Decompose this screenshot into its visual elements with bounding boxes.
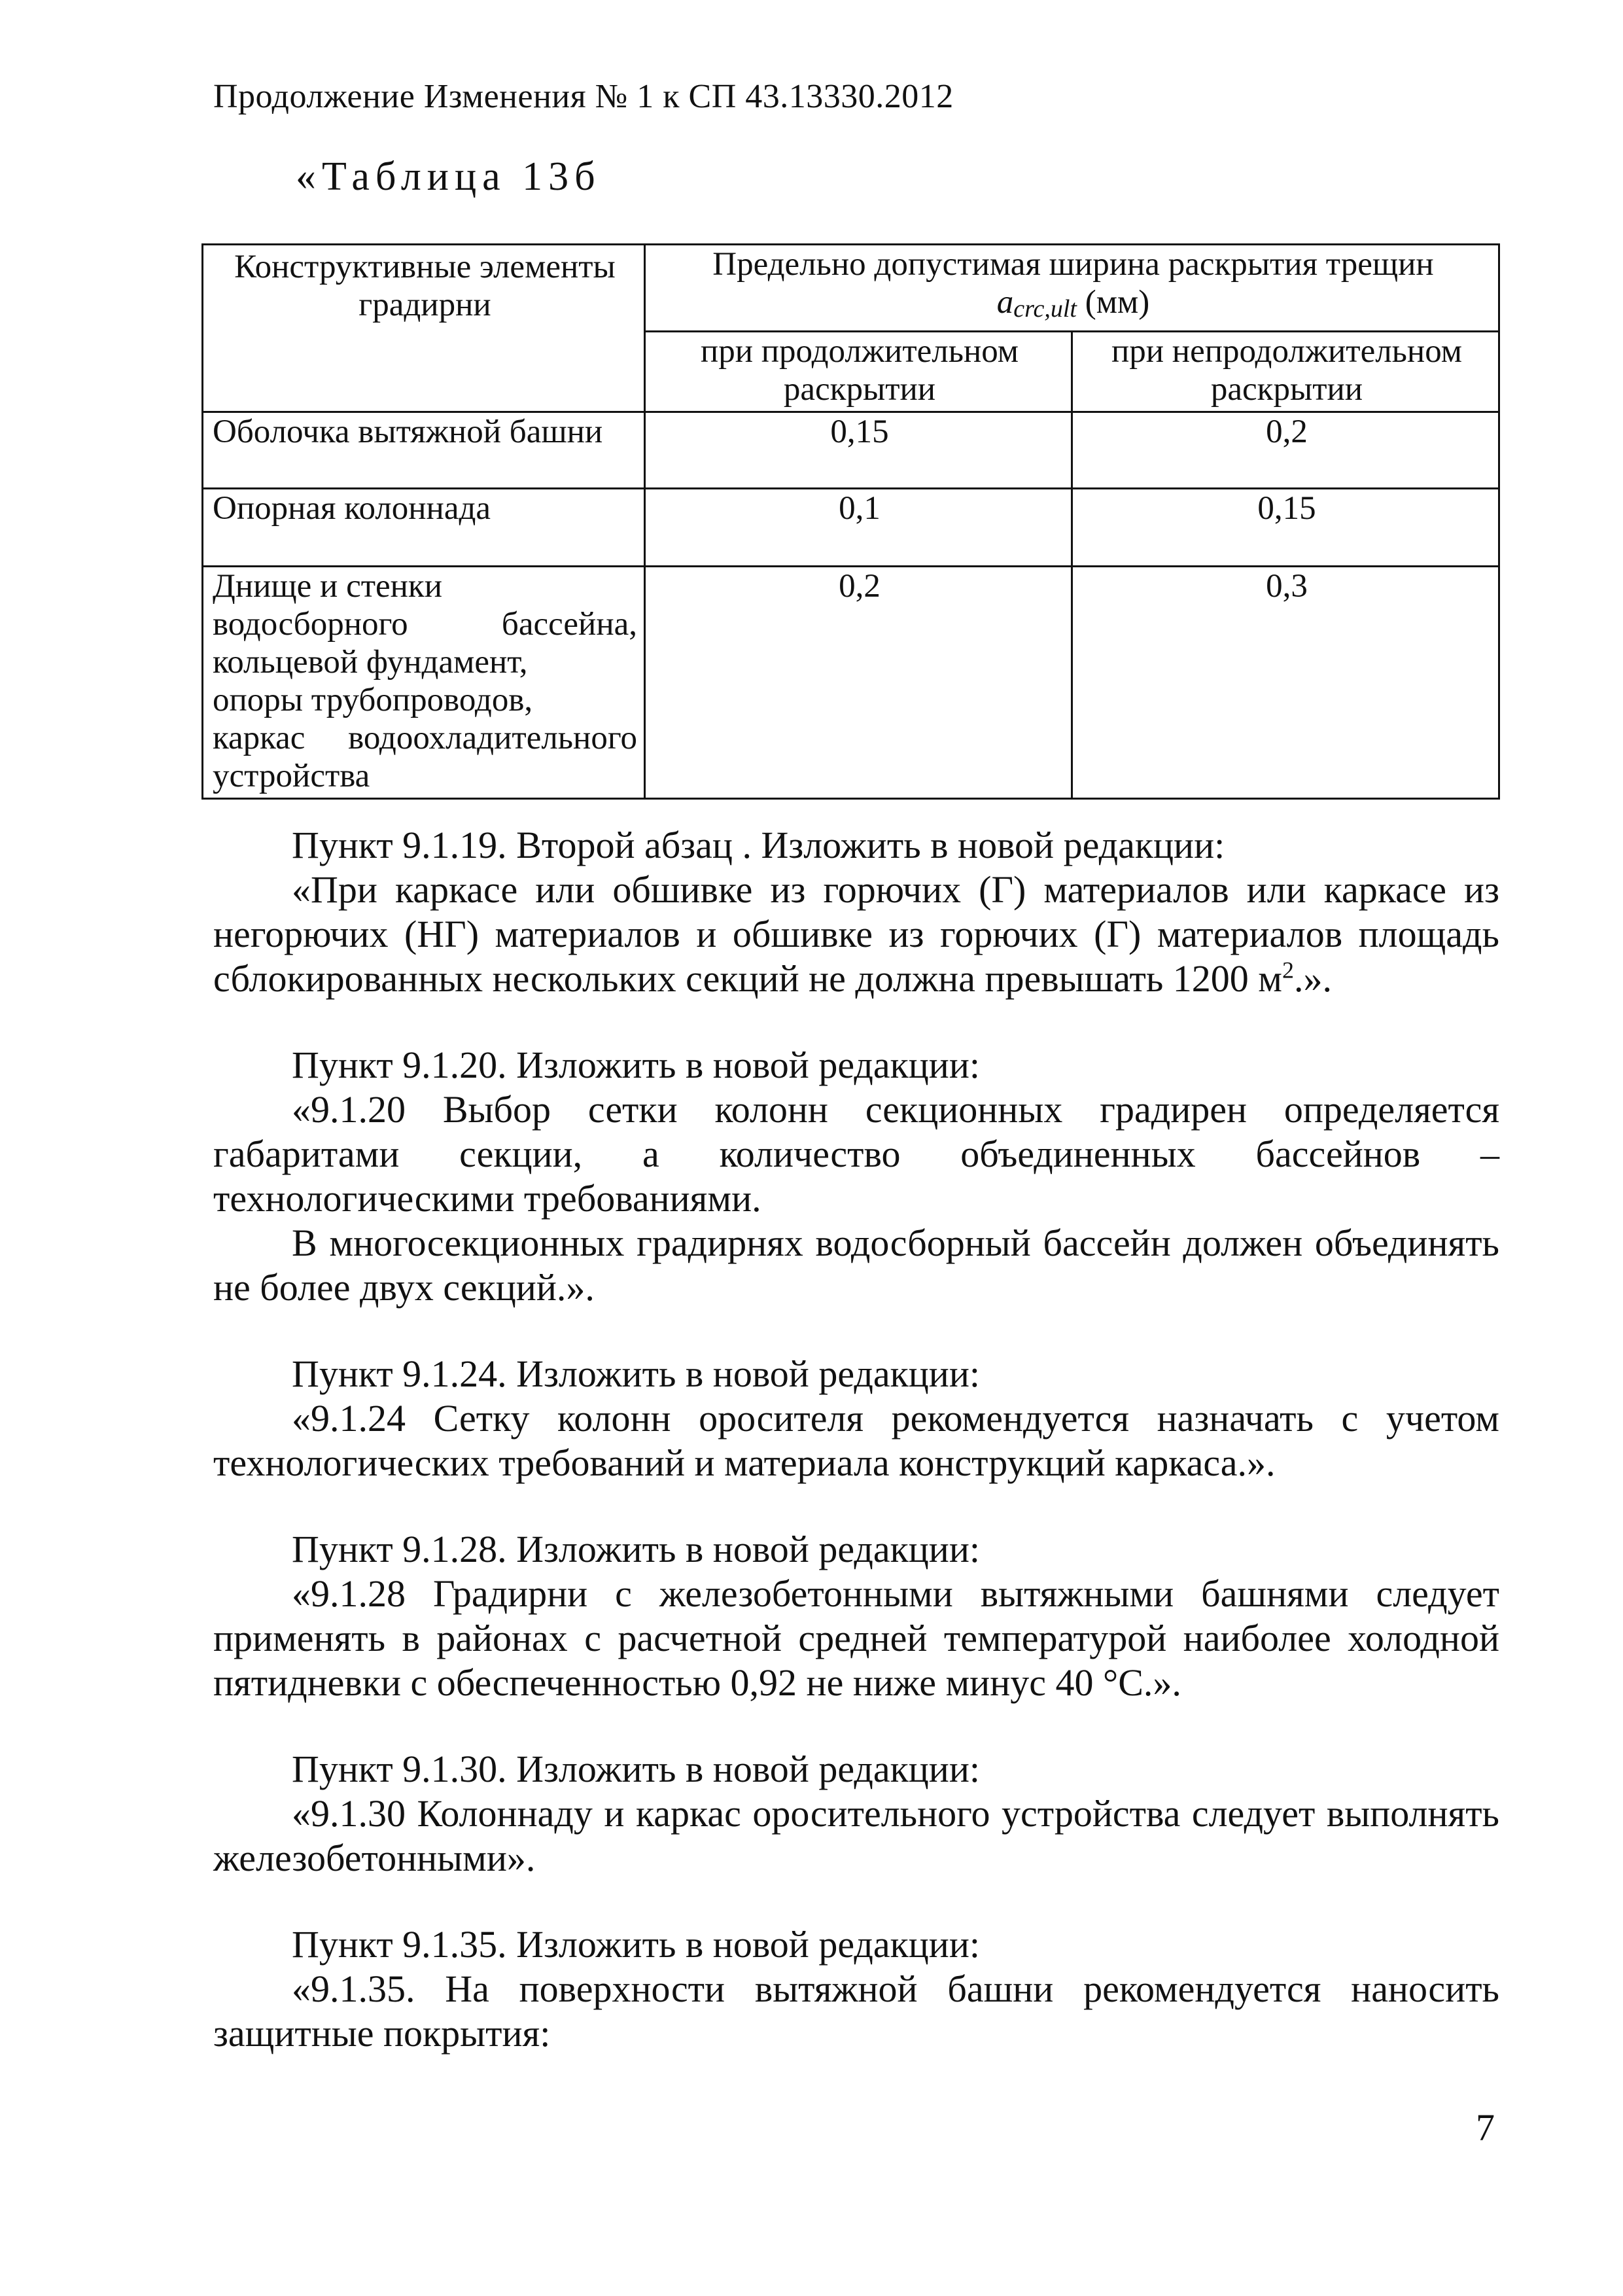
section-title: Пункт 9.1.28. Изложить в новой редакции:: [292, 1528, 980, 1570]
row-short-value: 0,3: [1072, 567, 1499, 799]
table-row: [203, 489, 1499, 567]
section-text: «9.1.35. На поверхности вытяжной башни рекомендуется наносить защитные покрытия:: [213, 1968, 1499, 2055]
crack-width-table: [201, 243, 1500, 800]
col-header-element-line1: Конструктивные элементы: [234, 249, 616, 285]
section-text-main: «При каркасе или обшивке из горючих (Г) материалов или каркасе из негорючих (НГ) материалов и обшивке из горючих (Г) материалов площадь сблокированных нескольких секций не должна превышать 1200 м: [213, 868, 1499, 1000]
table-title: «Таблица 13б: [296, 154, 601, 199]
document-body: [213, 823, 1499, 2056]
section-text: «9.1.28 Градирни с железобетонными вытяжными башнями следует применять в районах с расчетной средней температурой наиболее холодной пятидневки с обеспеченностью 0,92 не ниже минус 40 °С.».: [213, 1572, 1499, 1704]
section-text: «9.1.20 Выбор сетки колонн секционных градирен определяется габаритами секции, а количество объединенных бассейнов – технологическими требованиями.: [213, 1088, 1499, 1220]
row-element: [203, 567, 645, 799]
row-element-line: каркас водоохладительного: [213, 720, 637, 756]
section-title: Пункт 9.1.24. Изложить в новой редакции:: [292, 1352, 980, 1395]
section-text: «9.1.24 Сетку колонн оросителя рекомендуется назначать с учетом технологических требований и материала конструкций каркаса.».: [213, 1397, 1499, 1484]
row-long-value: 0,1: [645, 489, 1072, 567]
unit-mm: (мм): [1085, 284, 1150, 321]
row-long-value: 0,2: [645, 567, 1072, 799]
subheader-short-line1: при непродолжительном: [1111, 333, 1463, 370]
subheader-short: [1072, 332, 1499, 412]
table-row: [203, 567, 1499, 799]
superscript-2: 2: [1282, 957, 1294, 983]
subheader-long-line2: раскрытии: [783, 371, 936, 408]
section-title: Пункт 9.1.20. Изложить в новой редакции:: [292, 1044, 980, 1086]
section-title: Пункт 9.1.35. Изложить в новой редакции:: [292, 1923, 980, 1966]
group-header-symbol-line: [655, 283, 1492, 328]
symbol-a: a: [996, 284, 1014, 321]
subheader-long: [645, 332, 1072, 412]
col-header-element-line2: градирни: [358, 287, 491, 323]
section-text: [213, 868, 1499, 1001]
row-short-value: 0,15: [1072, 489, 1499, 567]
section-title: Пункт 9.1.19. Второй абзац . Изложить в новой редакции:: [292, 824, 1225, 866]
row-element-line: водосборного бассейна,: [213, 606, 637, 643]
section-text-end: .».: [1294, 957, 1332, 1000]
page-number: 7: [1476, 2106, 1495, 2149]
row-short-value: 0,2: [1072, 412, 1499, 489]
col-header-group: [645, 245, 1499, 332]
subheader-long-line1: при продолжительном: [700, 333, 1019, 370]
row-element-line: устройства: [213, 758, 370, 794]
group-header-text: Предельно допустимая ширина раскрытия трещин: [712, 246, 1434, 283]
symbol-subscript: crc,ult: [1013, 295, 1077, 323]
section-text: В многосекционных градирнях водосборный бассейн должен объединять не более двух секций.».: [213, 1222, 1499, 1309]
page-header: Продолжение Изменения № 1 к СП 43.13330.2012: [213, 78, 954, 115]
table-header-row: [203, 245, 1499, 332]
row-element-line: кольцевой фундамент,: [213, 644, 528, 680]
col-header-element: [203, 245, 645, 412]
row-element: Оболочка вытяжной башни: [203, 412, 645, 489]
row-element-line: Днище и стенки: [213, 568, 442, 605]
row-element: Опорная колоннада: [203, 489, 645, 567]
row-element-line: опоры трубопроводов,: [213, 682, 533, 718]
section-text: «9.1.30 Колоннаду и каркас оросительного устройства следует выполнять железобетонными».: [213, 1792, 1499, 1879]
row-long-value: 0,15: [645, 412, 1072, 489]
table-row: [203, 412, 1499, 489]
subheader-short-line2: раскрытии: [1210, 371, 1363, 408]
section-title: Пункт 9.1.30. Изложить в новой редакции:: [292, 1748, 980, 1790]
